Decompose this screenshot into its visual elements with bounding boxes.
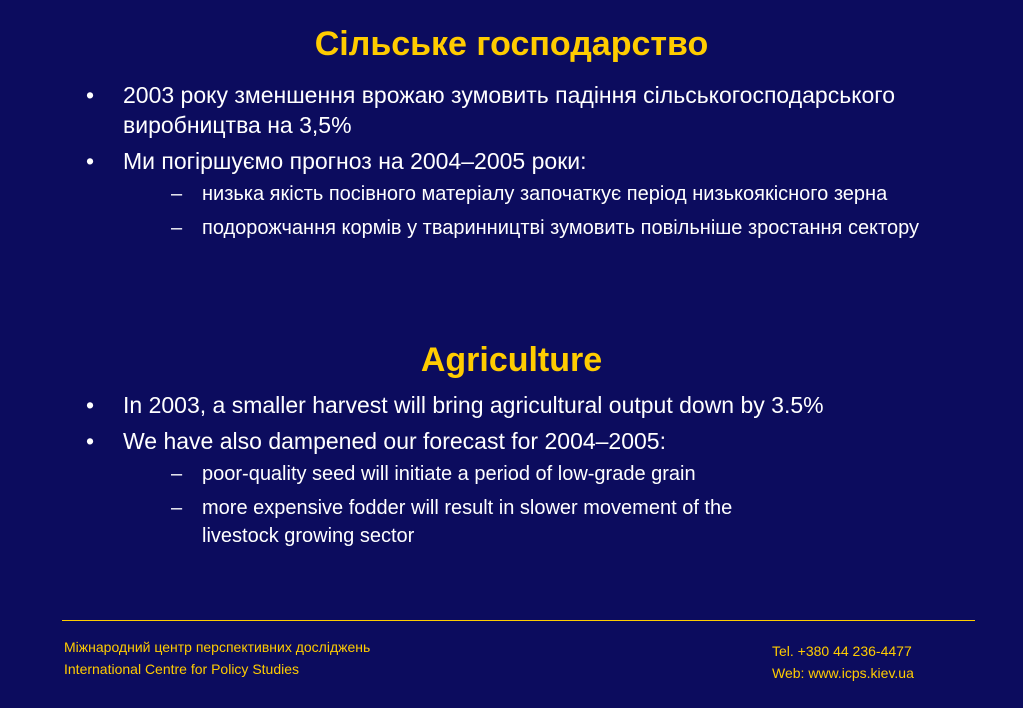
sub-bullet-text: poor-quality seed will initiate a period of low-grade grain	[202, 463, 696, 485]
telephone: Tel. +380 44 236-4477	[772, 643, 912, 659]
sub-bullet-item	[123, 180, 946, 208]
bullet-text: Ми погіршуємо прогноз на 2004–2005 роки:	[123, 148, 587, 174]
bullet-text: In 2003, a smaller harvest will bring agricultural output down by 3.5%	[123, 392, 824, 418]
bullet-text: We have also dampened our forecast for 2004–2005:	[123, 428, 666, 454]
sub-bullet-item	[123, 460, 966, 488]
sub-bullet-text: низька якість посівного матеріалу започаткує період низькоякісного зерна	[202, 183, 888, 205]
dash-marker: –	[171, 217, 183, 239]
bullet-marker: •	[86, 82, 95, 108]
org-name-ukrainian: Міжнародний центр перспективних досліджень	[64, 639, 371, 655]
dash-marker: –	[171, 497, 183, 519]
org-name-english: International Centre for Policy Studies	[64, 661, 300, 677]
sub-bullet-text: подорожчання кормів у тваринництві зумовить повільніше зростання сектору	[202, 217, 919, 239]
bullet-marker: •	[86, 148, 95, 174]
sub-bullet-item	[123, 494, 966, 550]
sub-bullet-text: more expensive fodder will result in slower movement of the livestock growing sector	[202, 497, 733, 547]
sub-bullet-item	[123, 214, 946, 242]
bullet-item	[86, 80, 946, 140]
bullet-item	[86, 426, 966, 550]
sub-bullet-list	[123, 180, 946, 242]
bullet-item	[86, 390, 966, 420]
dash-marker: –	[171, 463, 183, 485]
footer-organization	[64, 636, 370, 680]
footer-contacts	[772, 640, 914, 684]
website: Web: www.icps.kiev.ua	[772, 665, 914, 681]
dash-marker: –	[171, 183, 183, 205]
bullet-list-english	[86, 390, 966, 556]
bullet-list-ukrainian	[86, 80, 946, 248]
bullet-item	[86, 146, 946, 242]
slide-title-ukrainian: Сільське господарство	[314, 25, 709, 63]
bullet-text: 2003 року зменшення врожаю зумовить падіння сільськогосподарського виробництва на 3,5%	[123, 82, 895, 138]
sub-bullet-list	[123, 460, 966, 550]
bullet-marker: •	[86, 428, 95, 454]
bullet-marker: •	[86, 392, 95, 418]
slide-title-english: Agriculture	[420, 341, 603, 379]
footer-divider	[62, 620, 975, 621]
